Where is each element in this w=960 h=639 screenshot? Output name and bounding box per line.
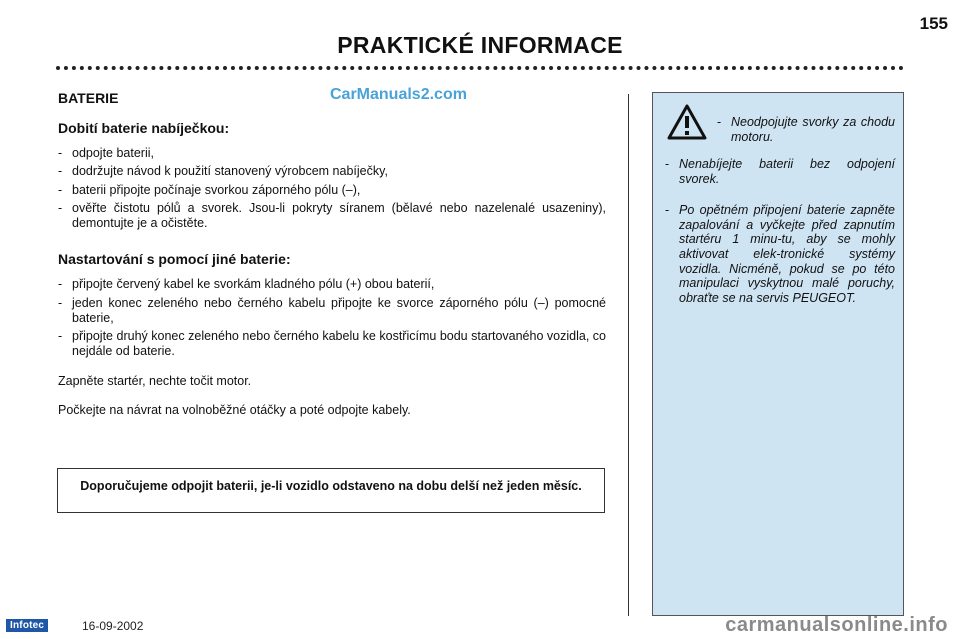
footer-site-link[interactable]: carmanualsonline.info	[725, 614, 948, 636]
note-text: Doporučujeme odpojit baterii, je-li vozidlo odstaveno na dobu delší než jeden měsíc.	[80, 479, 582, 493]
infotec-logo: Infotec	[6, 619, 48, 632]
list-item: - dodržujte návod k použití stanovený výrobcem nabíječky,	[58, 164, 606, 179]
paragraph-disconnect: Počkejte na návrat na volnoběžné otáčky a poté odpojte kabely.	[58, 403, 411, 418]
jump-start-steps	[58, 277, 606, 359]
footer-date: 16-09-2002	[82, 619, 144, 633]
list-item: - ověřte čistotu pólů a svorek. Jsou-li pokryty síranem (bělavé nebo nazelenalé usazeniny), demontujte je a očistěte.	[58, 201, 606, 232]
page-title: PRAKTICKÉ INFORMACE	[337, 32, 623, 58]
charging-heading: Dobití baterie nabíječkou:	[58, 120, 230, 136]
warning-item	[665, 203, 895, 305]
list-item: - jeden konec zeleného nebo černého kabelu připojte ke svorce záporného pólu (–) pomocné baterie,	[58, 296, 606, 327]
warning-item	[717, 115, 895, 144]
jump-start-heading: Nastartování s pomocí jiné baterie:	[58, 251, 291, 268]
main-content	[58, 90, 606, 433]
dash-marker: -	[665, 203, 670, 217]
warning-text: Neodpojujte svorky za chodu motoru.	[731, 115, 895, 144]
warning-triangle-icon	[667, 103, 707, 141]
column-divider	[628, 94, 629, 616]
list-item: - odpojte baterii,	[58, 146, 606, 161]
list-item: - baterii připojte počínaje svorkou záporného pólu (–),	[58, 183, 606, 198]
note-box	[57, 468, 605, 513]
paragraph-start-engine: Zapněte startér, nechte točit motor.	[58, 373, 252, 388]
watermark-link[interactable]: CarManuals2.com	[330, 86, 467, 103]
dotted-divider	[56, 66, 904, 70]
dash-marker: -	[717, 115, 722, 129]
warning-panel	[652, 92, 904, 616]
page-number: 155	[919, 14, 948, 33]
dash-marker: -	[665, 157, 670, 171]
list-item: - připojte druhý konec zeleného nebo černého kabelu ke kostřicímu bodu startovaného vozidla, co nejdále od baterie.	[58, 329, 606, 360]
warning-text: Po opětném připojení baterie zapněte zapalování a vyčkejte před zapnutím startéru 1 minu-tu, aby se mohly aktivovat elek-tronické systémy vozidla. Nicméně, pokud se po této manipulaci vyskytnou malé poruchy, obraťte se na servis PEUGEOT.	[679, 203, 895, 305]
charging-steps	[58, 146, 606, 231]
section-heading: BATERIE	[58, 90, 119, 106]
list-item: - připojte červený kabel ke svorkám kladného pólu (+) obou baterií,	[58, 277, 606, 292]
warning-text: Nenabíjejte baterii bez odpojení svorek.	[679, 157, 895, 186]
warning-item	[665, 157, 895, 186]
